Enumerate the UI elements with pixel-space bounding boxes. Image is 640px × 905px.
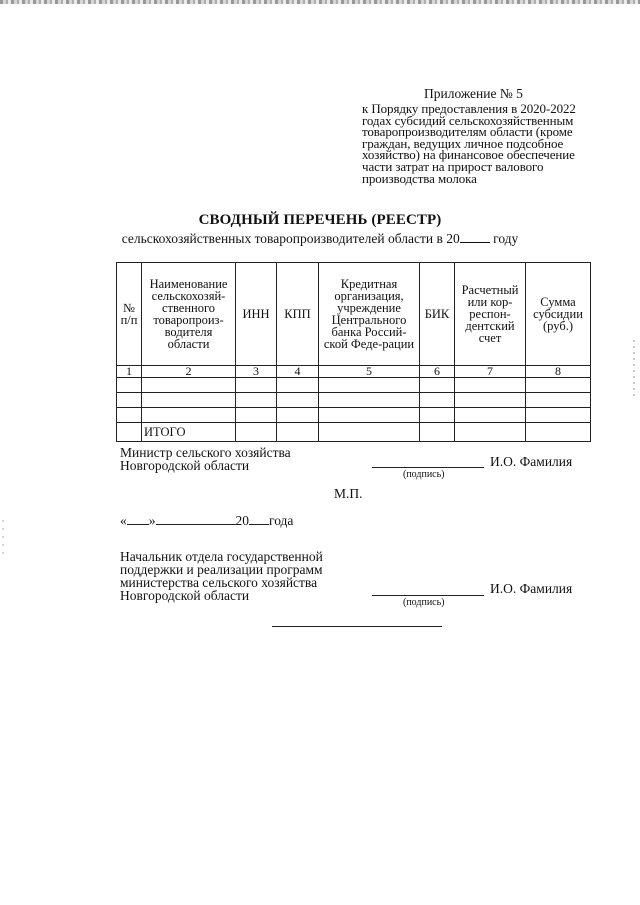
table-cell: [277, 378, 319, 393]
table-cell: [277, 423, 319, 442]
header-cell: Сумма субсидии (руб.): [526, 263, 591, 366]
table-cell: [319, 378, 420, 393]
column-number: 5: [319, 366, 420, 378]
column-number: 2: [142, 366, 236, 378]
date-year-prefix: 20: [235, 513, 249, 528]
column-number: 4: [277, 366, 319, 378]
year-blank: [460, 232, 490, 243]
table-row: [117, 393, 591, 408]
header-cell: ИНН: [236, 263, 277, 366]
table-cell: [420, 393, 455, 408]
signature-caption-1: (подпись): [403, 469, 445, 480]
month-blank: [156, 514, 236, 525]
table-cell: [420, 378, 455, 393]
table-cell: [117, 378, 142, 393]
signature-caption-2: (подпись): [403, 597, 445, 608]
table-cell: [526, 408, 591, 423]
subtitle-text-start: сельскохозяйственных товаропроизводителей области в 20: [121, 231, 460, 246]
table-number-row: [117, 366, 591, 378]
table-cell: [117, 408, 142, 423]
table-cell: [420, 408, 455, 423]
signature-line-2: [372, 594, 484, 596]
table-cell: [236, 408, 277, 423]
table-cell: [277, 408, 319, 423]
day-blank: [127, 514, 149, 525]
signature-line-1: [372, 466, 484, 468]
signatory-2-position-line: Новгородской области: [120, 588, 250, 603]
column-number: 6: [420, 366, 455, 378]
appendix-description: к Порядку предоставления в 2020-2022 годах субсидий сельскохозяйственным товаропроизводителям области (кроме граждан, ведущих личное подсобное хозяйство) на финансовое обеспечение части затрат на прирост валового производства молока: [362, 101, 576, 186]
table-cell: [526, 423, 591, 442]
signatory-2-position-line: поддержки и реализации программ: [120, 562, 323, 577]
table-cell: [455, 408, 526, 423]
column-number: 8: [526, 366, 591, 378]
date-suffix: года: [269, 513, 294, 528]
document-title: СВОДНЫЙ ПЕРЕЧЕНЬ (РЕЕСТР): [198, 212, 442, 228]
scan-edge-mark: [2, 520, 4, 560]
signatory-1-position: [120, 446, 291, 472]
column-number: 1: [117, 366, 142, 378]
stamp-place: М.П.: [334, 486, 363, 501]
table-header-row: [117, 263, 591, 366]
table-cell: [455, 393, 526, 408]
signatory-2-position-line: министерства сельского хозяйства: [120, 575, 318, 590]
table-row: [117, 408, 591, 423]
signatory-2-position: [120, 550, 323, 602]
table-cell: [319, 408, 420, 423]
header-cell: КПП: [277, 263, 319, 366]
table-total-row: [117, 423, 591, 442]
date-close-quote: »: [148, 513, 156, 528]
table-cell: [526, 378, 591, 393]
table-row: [117, 378, 591, 393]
table-cell: [526, 393, 591, 408]
table-cell: [455, 378, 526, 393]
document-subtitle: [0, 231, 640, 247]
year-blank: [249, 514, 269, 525]
table-cell: [117, 393, 142, 408]
date-line: [120, 514, 293, 527]
table-cell: [117, 423, 142, 442]
table-cell: [236, 378, 277, 393]
column-number: 7: [455, 366, 526, 378]
header-cell: Расчетный или кор-респон-дентский счет: [455, 263, 526, 366]
table-cell: [142, 378, 236, 393]
signatory-1-position-line: Министр сельского хозяйства: [120, 445, 291, 460]
table-cell: [142, 408, 236, 423]
signatory-2-position-line: Начальник отдела государственной: [120, 549, 323, 564]
registry-table: [116, 262, 591, 442]
header-cell: Наименование сельскохозяй-ственного товаропроиз-водителя области: [142, 263, 236, 366]
header-cell: № п/п: [117, 263, 142, 366]
header-cell: Кредитная организация, учреждение Центрального банка Россий-ской Феде-рации: [319, 263, 420, 366]
subtitle-text-end: году: [493, 231, 519, 246]
appendix-title: Приложение № 5: [424, 86, 523, 101]
table-cell: [319, 393, 420, 408]
signatory-2-name: И.О. Фамилия: [490, 581, 573, 596]
total-label: ИТОГО: [142, 423, 236, 442]
date-open-quote: «: [120, 513, 127, 528]
closing-divider: [272, 625, 442, 627]
header-cell: БИК: [420, 263, 455, 366]
signatory-1-position-line: Новгородской области: [120, 458, 250, 473]
table-cell: [236, 393, 277, 408]
scan-edge-mark: [633, 340, 635, 400]
scan-edge: [0, 0, 640, 4]
table-cell: [455, 423, 526, 442]
table-cell: [277, 393, 319, 408]
table-cell: [420, 423, 455, 442]
table-cell: [142, 393, 236, 408]
column-number: 3: [236, 366, 277, 378]
signatory-1-name: И.О. Фамилия: [490, 454, 573, 469]
table-cell: [236, 423, 277, 442]
table-cell: [319, 423, 420, 442]
